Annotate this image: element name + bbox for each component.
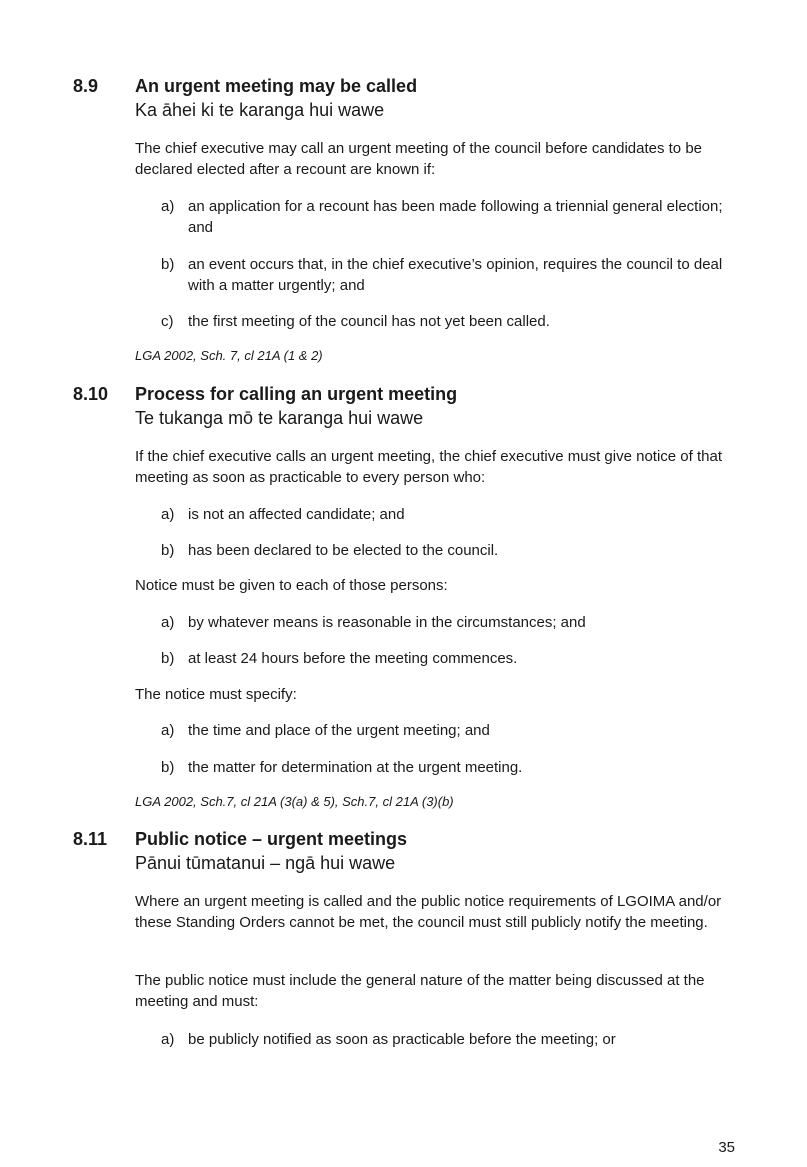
list-item-text: the time and place of the urgent meeting; and: [188, 722, 490, 739]
list-item: [161, 720, 751, 741]
legal-reference: LGA 2002, Sch. 7, cl 21A (1 & 2): [135, 348, 323, 363]
list-item: [161, 196, 751, 238]
section-8-9-intro: The chief executive may call an urgent meeting of the council before candidates to be declared elected after a recount are known if:: [135, 140, 703, 178]
list-item-label: c): [161, 313, 174, 330]
section-8-10-intro: If the chief executive calls an urgent meeting, the chief executive must give notice of that meeting as soon as practicable to every person who:: [135, 448, 722, 486]
list-item: [161, 540, 751, 561]
section-number: 8.10: [73, 384, 109, 404]
list-item-label: b): [161, 650, 175, 667]
list-item: [161, 612, 751, 633]
list-item-text: the matter for determination at the urgent meeting.: [188, 759, 523, 776]
section-title: Public notice – urgent meetings: [135, 829, 408, 849]
list-item-text: the first meeting of the council has not yet been called.: [188, 313, 550, 330]
list-item-label: b): [161, 759, 175, 776]
list-item: [161, 757, 751, 778]
section-number: 8.11: [73, 829, 108, 849]
list-item: [161, 311, 751, 332]
list-item-label: a): [161, 198, 175, 215]
list-item-text: has been declared to be elected to the council.: [188, 542, 499, 559]
section-number: 8.9: [73, 76, 99, 96]
list-item: [161, 504, 751, 525]
list-item: [161, 1029, 751, 1050]
section-subtitle: Ka āhei ki te karanga hui wawe: [135, 100, 385, 120]
list-item: [161, 648, 751, 669]
section-8-11-intro: Where an urgent meeting is called and the public notice requirements of LGOIMA and/or these Standing Orders cannot be met, the council must still publicly notify the meeting.: [135, 893, 722, 931]
section-title: Process for calling an urgent meeting: [135, 384, 458, 404]
section-8-10-para3: The notice must specify:: [135, 686, 297, 703]
section-title: An urgent meeting may be called: [135, 76, 418, 96]
list-item-label: a): [161, 722, 175, 739]
section-subtitle: Pānui tūmatanui – ngā hui wawe: [135, 853, 396, 873]
list-item-label: b): [161, 256, 175, 273]
list-item-text: an application for a recount has been made following a triennial general election; and: [188, 198, 723, 236]
list-item-text: an event occurs that, in the chief executive’s opinion, requires the council to deal with a matter urgently; and: [188, 256, 723, 294]
list-item-text: at least 24 hours before the meeting commences.: [188, 650, 518, 667]
list-item-text: by whatever means is reasonable in the circumstances; and: [188, 614, 586, 631]
list-item-label: a): [161, 1031, 175, 1048]
list-item-text: is not an affected candidate; and: [188, 506, 405, 523]
page-number: 35: [718, 1139, 735, 1156]
list-item-label: b): [161, 542, 175, 559]
section-subtitle: Te tukanga mō te karanga hui wawe: [135, 408, 424, 428]
list-item: [161, 254, 751, 296]
list-item-text: be publicly notified as soon as practicable before the meeting; or: [188, 1031, 616, 1048]
section-8-11-para2: The public notice must include the general nature of the matter being discussed at the meeting and must:: [135, 972, 705, 1010]
list-item-label: a): [161, 614, 175, 631]
list-item-label: a): [161, 506, 175, 523]
section-8-10-para2: Notice must be given to each of those persons:: [135, 577, 448, 594]
legal-reference: LGA 2002, Sch.7, cl 21A (3(a) & 5), Sch.7, cl 21A (3)(b): [135, 794, 454, 809]
